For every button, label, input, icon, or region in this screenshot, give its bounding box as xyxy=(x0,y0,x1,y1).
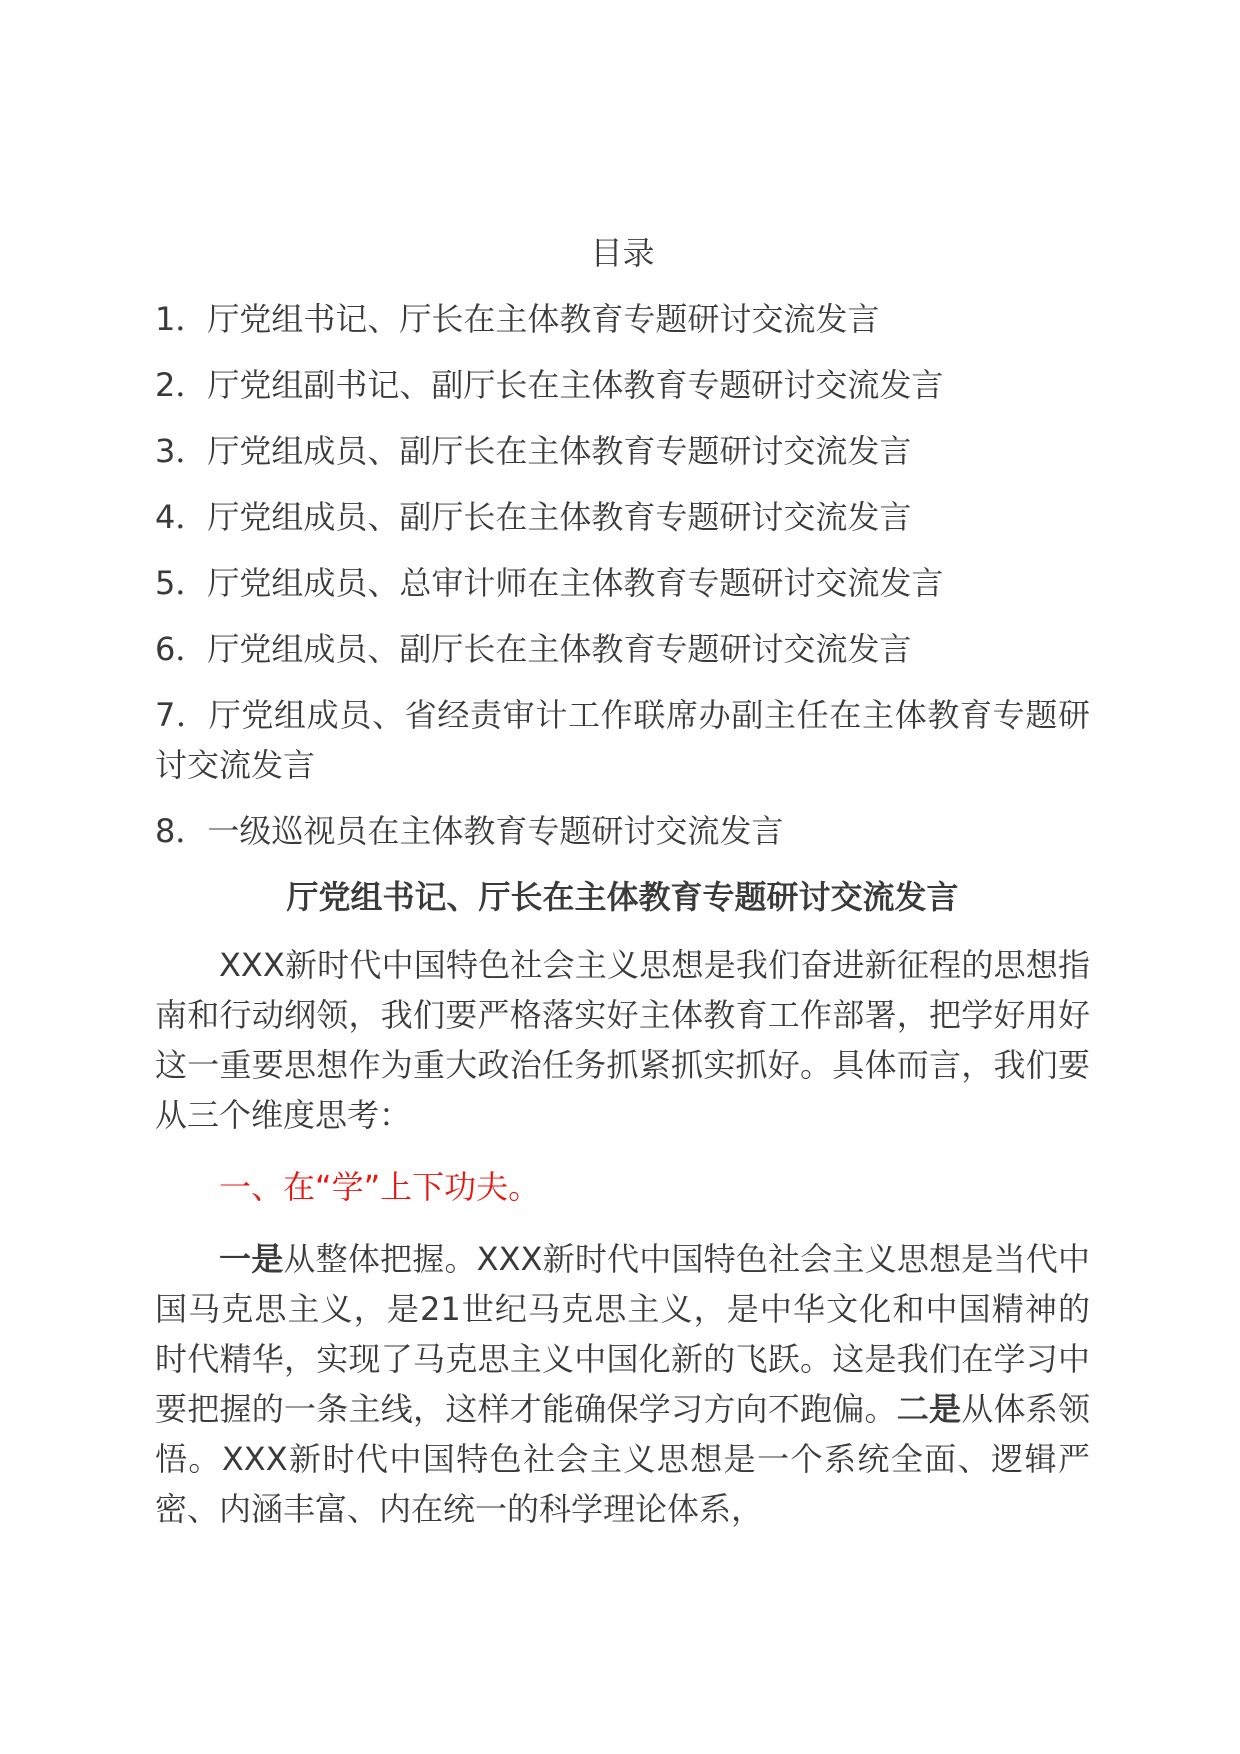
toc-title: 目录 xyxy=(590,234,655,272)
point-lead: 一是 xyxy=(219,1240,284,1278)
toc-item: 1．厅党组书记、厅长在主体教育专题研讨交流发言 xyxy=(155,300,880,338)
document-page xyxy=(155,228,1090,1534)
toc-list xyxy=(155,294,1090,856)
toc-item: 5．厅党组成员、总审计师在主体教育专题研讨交流发言 xyxy=(155,564,944,602)
toc-item: 6．厅党组成员、副厅长在主体教育专题研讨交流发言 xyxy=(155,630,912,668)
intro-paragraph: XXX新时代中国特色社会主义思想是我们奋进新征程的思想指南和行动纲领，我们要严格落实好主体教育工作部署，把学好用好这一重要思想作为重大政治任务抓紧抓实抓好。具体而言，我们要从三个维度思考： xyxy=(155,946,1090,1134)
toc-item: 4．厅党组成员、副厅长在主体教育专题研讨交流发言 xyxy=(155,498,912,536)
point-text: 从整体把握。XXX新时代中国特色社会主义思想是当代中国马克思主义，是21世纪马克思主义，是中华文化和中国精神的时代精华，实现了马克思主义中国化新的飞跃。这是我们在学习中要把握的一条主线，这样才能确保学习方向不跑偏。 xyxy=(155,1240,1090,1428)
point-lead: 二是 xyxy=(896,1390,962,1428)
section-heading: 一、在“学”上下功夫。 xyxy=(219,1168,541,1206)
article-heading: 厅党组书记、厅长在主体教育专题研讨交流发言 xyxy=(286,878,959,916)
toc-item: 8．一级巡视员在主体教育专题研讨交流发言 xyxy=(155,812,784,850)
toc-item: 7．厅党组成员、省经责审计工作联席办副主任在主体教育专题研讨交流发言 xyxy=(155,696,1090,784)
body-paragraph xyxy=(155,1234,1090,1534)
point-text: 从体系领悟。XXX新时代中国特色社会主义思想是一个系统全面、逻辑严密、内涵丰富、内在统一的科学理论体系， xyxy=(155,1390,1090,1528)
toc-item: 2．厅党组副书记、副厅长在主体教育专题研讨交流发言 xyxy=(155,366,944,404)
toc-item: 3．厅党组成员、副厅长在主体教育专题研讨交流发言 xyxy=(155,432,912,470)
